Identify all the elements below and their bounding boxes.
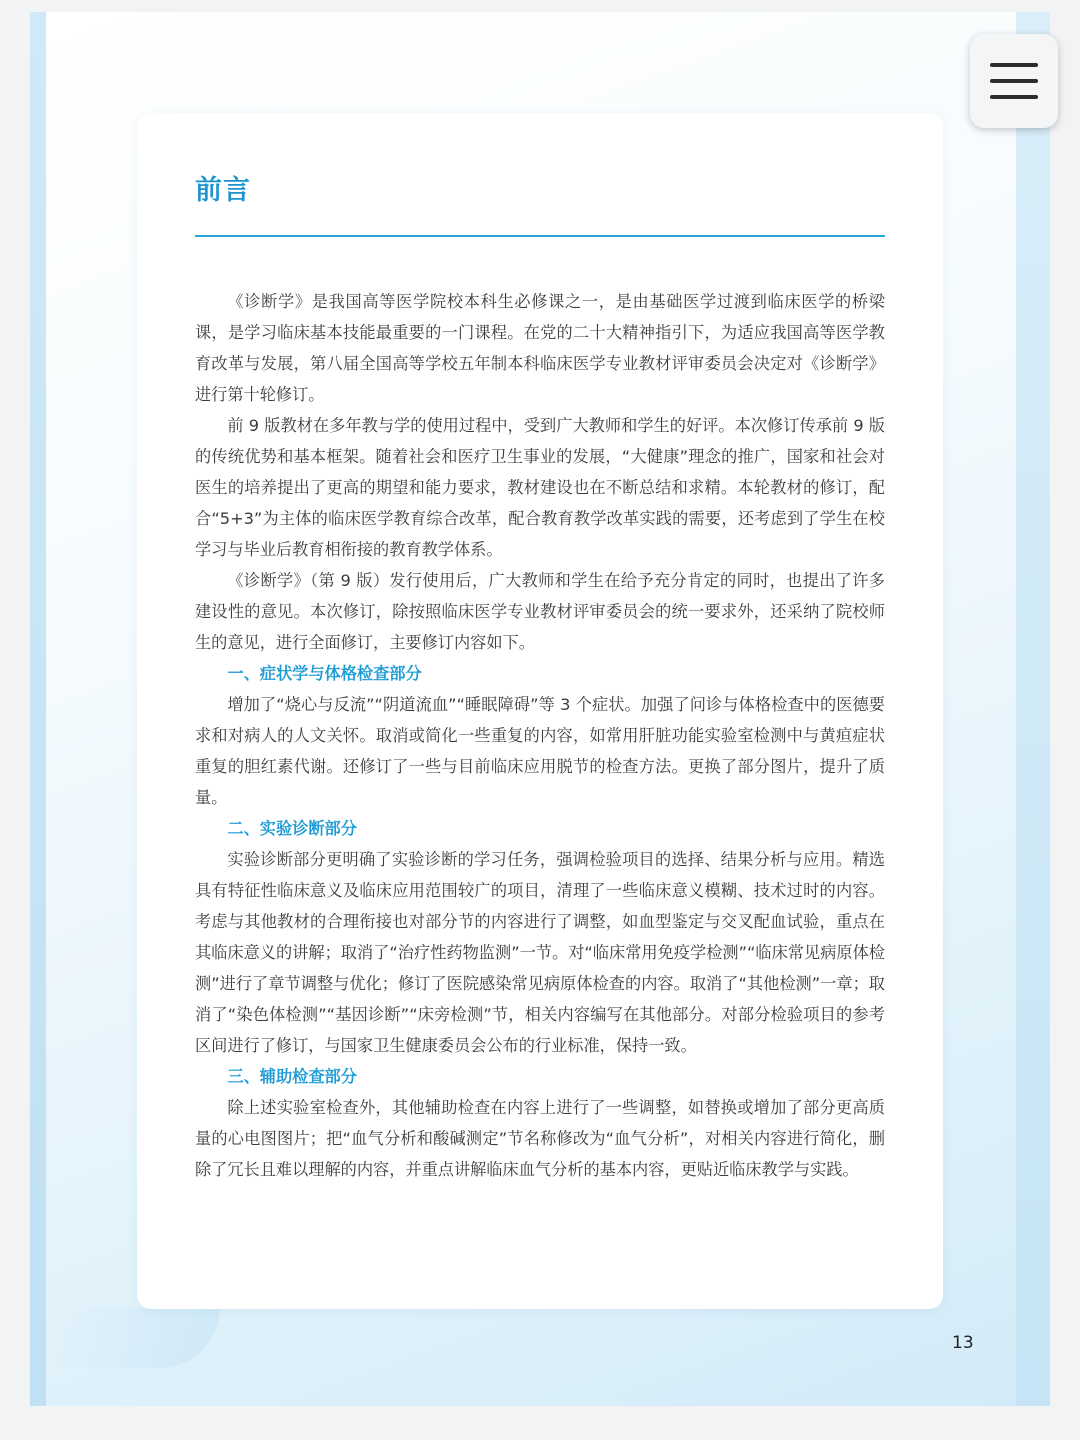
section-text-symptoms: 增加了“烧心与反流”“阴道流血”“睡眠障碍”等 3 个症状。加强了问诊与体格检查中的医德要求和对病人的人文关怀。取消或简化一些重复的内容，如常用肝脏功能实验室检测中与黄疸症状重复的胆红素代谢。还修订了一些与目前临床应用脱节的检查方法。更换了部分图片，提升了质量。 <box>195 695 885 807</box>
title-divider <box>195 235 885 237</box>
section-heading-lab-diagnosis: 二、实验诊断部分 <box>227 819 357 838</box>
decorative-swoosh <box>60 1308 220 1368</box>
section-heading-auxiliary-exam: 三、辅助检查部分 <box>227 1067 357 1086</box>
page-number: 13 <box>952 1333 974 1353</box>
left-decorative-stripe <box>30 12 46 1406</box>
section-text-lab-diagnosis: 实验诊断部分更明确了实验诊断的学习任务，强调检验项目的选择、结果分析与应用。精选具有特征性临床意义及临床应用范围较广的项目，清理了一些临床意义模糊、技术过时的内容。考虑与其他教材的合理衔接也对部分节的内容进行了调整，如血型鉴定与交叉配血试验，重点在其临床意义的讲解；取消了“治疗性药物监测”一节。对“临床常用免疫学检测”“临床常见病原体检测”进行了章节调整与优化；修订了医院感染常见病原体检查的内容。取消了“其他检测”一章；取消了“染色体检测”“基因诊断”“床旁检测”节，相关内容编写在其他部分。对部分检验项目的参考区间进行了修订，与国家卫生健康委员会公布的行业标准，保持一致。 <box>195 850 885 1055</box>
section-text-auxiliary-exam: 除上述实验室检查外，其他辅助检查在内容上进行了一些调整，如替换或增加了部分更高质量的心电图图片；把“血气分析和酸碱测定”节名称修改为“血气分析”，对相关内容进行简化，删除了冗长且难以理解的内容，并重点讲解临床血气分析的基本内容，更贴近临床教学与实践。 <box>195 1098 885 1179</box>
paragraph-2: 前 9 版教材在多年教与学的使用过程中，受到广大教师和学生的好评。本次修订传承前 9 版的传统优势和基本框架。随着社会和医疗卫生事业的发展，“大健康”理念的推广，国家和社会对医生的培养提出了更高的期望和能力要求，教材建设也在不断总结和求精。本轮教材的修订，配合“5+3”为主体的临床医学教育综合改革，配合教育教学改革实践的需要，还考虑到了学生在校学习与毕业后教育相衔接的教育教学体系。 <box>195 416 885 559</box>
menu-button[interactable] <box>970 34 1058 128</box>
paragraph-1: 《诊断学》是我国高等医学院校本科生必修课之一，是由基础医学过渡到临床医学的桥梁课，是学习临床基本技能最重要的一门课程。在党的二十大精神指引下，为适应我国高等医学教育改革与发展，第八届全国高等学校五年制本科临床医学专业教材评审委员会决定对《诊断学》进行第十轮修订。 <box>195 292 885 404</box>
hamburger-menu-icon-bar <box>990 95 1038 99</box>
hamburger-menu-icon <box>990 63 1038 67</box>
preface-body <box>195 286 885 1185</box>
section-heading-symptoms: 一、症状学与体格检查部分 <box>227 664 422 683</box>
hamburger-menu-icon-bar <box>990 79 1038 83</box>
right-decorative-stripe <box>1016 12 1050 1406</box>
paragraph-3: 《诊断学》（第 9 版）发行使用后，广大教师和学生在给予充分肯定的同时，也提出了许多建设性的意见。本次修订，除按照临床医学专业教材评审委员会的统一要求外，还采纳了院校师生的意见，进行全面修订，主要修订内容如下。 <box>195 571 885 652</box>
page-title: 前言 <box>195 175 251 206</box>
